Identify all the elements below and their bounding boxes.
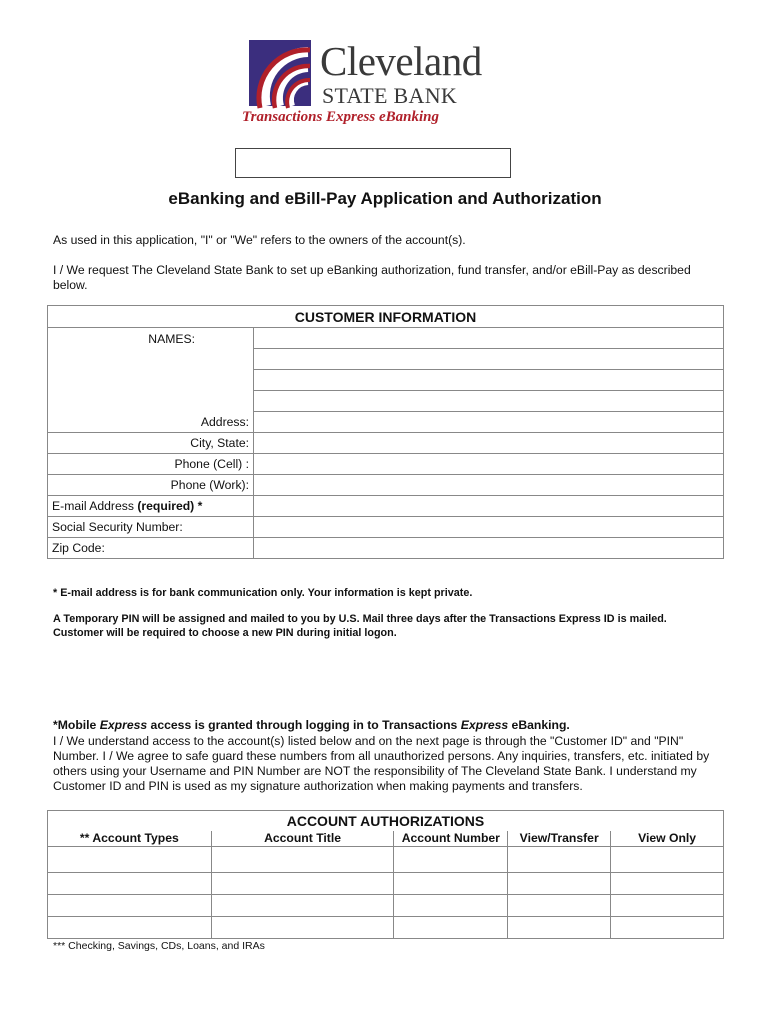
logo-tagline: Transactions Express eBanking [242, 109, 439, 125]
city-state-field[interactable] [254, 433, 724, 454]
email-note: * E-mail address is for bank communication only. Your information is kept private. [53, 587, 473, 599]
ssn-label: Social Security Number: [48, 517, 254, 538]
account-auth-header: ACCOUNT AUTHORIZATIONS [48, 811, 724, 831]
col-view-transfer: View/Transfer [508, 831, 611, 847]
phone-cell-field[interactable] [254, 454, 724, 475]
logo-name-line1: Cleveland [320, 38, 482, 84]
table-row [48, 873, 724, 895]
city-state-label: City, State: [48, 433, 254, 454]
address-field[interactable] [254, 412, 724, 433]
account-types-footnote: *** Checking, Savings, CDs, Loans, and IRAs [53, 940, 265, 952]
customer-information-table [47, 305, 724, 559]
table-row [48, 917, 724, 939]
page-title: eBanking and eBill-Pay Application and Authorization [168, 189, 602, 208]
name-field-1[interactable] [254, 328, 724, 349]
intro-paragraph-2: I / We request The Cleveland State Bank to set up eBanking authorization, fund transfer, and/or eBill-Pay as described below. [53, 263, 691, 292]
address-label: Address: [48, 412, 254, 433]
logo-name-line2: STATE BANK [322, 83, 458, 108]
zip-label: Zip Code: [48, 538, 254, 559]
col-account-types: ** Account Types [48, 831, 212, 847]
account-authorizations-table [47, 810, 724, 939]
email-label: E-mail Address (required) * [48, 496, 254, 517]
email-field[interactable] [254, 496, 724, 517]
transactions-id-box[interactable] [235, 148, 511, 178]
phone-cell-label: Phone (Cell) : [48, 454, 254, 475]
phone-work-label: Phone (Work): [48, 475, 254, 496]
col-view-only: View Only [611, 831, 724, 847]
col-account-title: Account Title [211, 831, 394, 847]
names-label: NAMES: [48, 328, 254, 349]
name-field-2[interactable] [254, 349, 724, 370]
col-account-number: Account Number [394, 831, 508, 847]
mobile-body: I / We understand access to the account(s) listed below and on the next page is through the "Customer ID" and "PIN" Number. I / We agree to safe guard these numbers from all unauthorized persons. Any inquiries, transfers, etc. initiated by others using your Username and PIN Number are NOT the responsibility of The Cleveland State Bank. I understand my Customer ID and PIN is used as my signature authorization when making payments and transfers. [53, 734, 710, 793]
name-field-4[interactable] [254, 391, 724, 412]
table-row [48, 895, 724, 917]
ssn-field[interactable] [254, 517, 724, 538]
mobile-heading: *Mobile Express access is granted through logging in to Transactions Express eBanking. [53, 718, 570, 732]
phone-work-field[interactable] [254, 475, 724, 496]
table-row [48, 847, 724, 873]
customer-info-header: CUSTOMER INFORMATION [48, 306, 724, 328]
name-field-3[interactable] [254, 370, 724, 391]
zip-field[interactable] [254, 538, 724, 559]
intro-paragraph-1: As used in this application, "I" or "We" refers to the owners of the account(s). [53, 233, 466, 247]
pin-note: A Temporary PIN will be assigned and mailed to you by U.S. Mail three days after the Transactions Express ID is mailed. Customer will be required to choose a new PIN during initial logon. [53, 613, 667, 639]
